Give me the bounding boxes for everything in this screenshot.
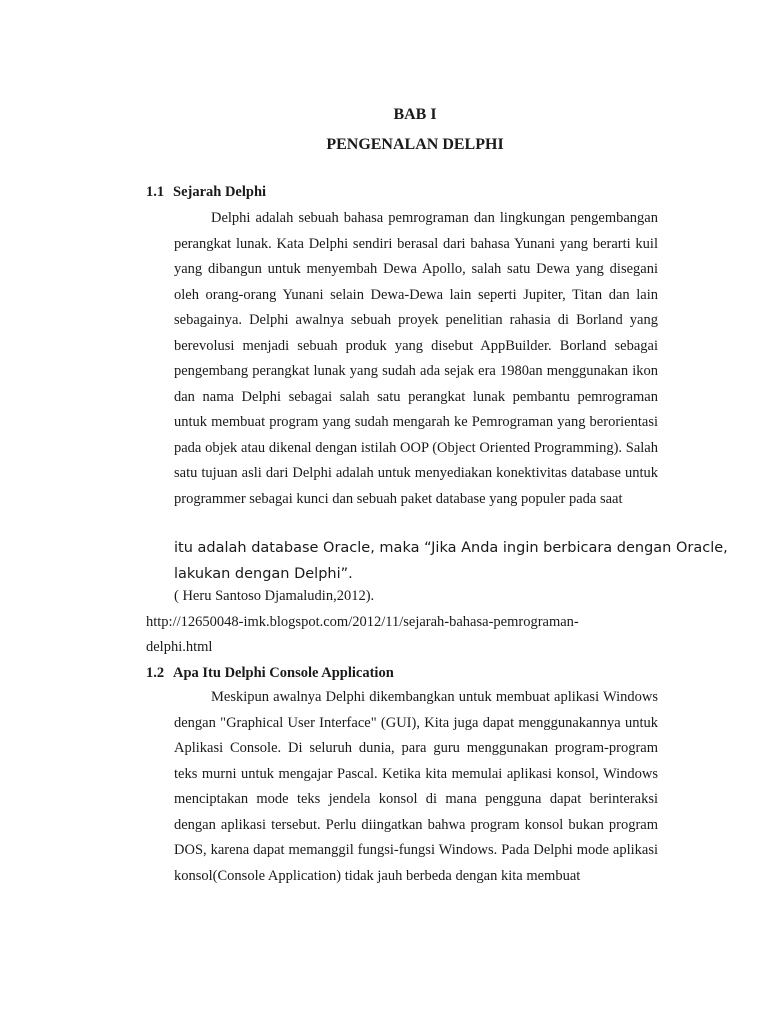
section-1-paragraph: Delphi adalah sebuah bahasa pemrograman dan lingkungan pengembangan perangkat lunak. Kata Delphi sendiri berasal dari bahasa Yunani yang berarti kuil yang dibangun untuk menyembah Dewa Apollo, salah satu Dewa yang disegani oleh orang-orang Yunani selain Dewa-Dewa lain seperti Jupiter, Titan dan lain sebagainya. Delphi awalnya sebuah proyek penelitian rahasia di Borland yang berevolusi menjadi sebuah produk yang disebut AppBuilder. Borland sebagai pengembang perangkat lunak yang sudah ada sejak era 1980an menggunakan ikon dan nama Delphi sebagai salah satu perangkat lunak pembantu pemrograman untuk membuat program yang sudah mengarah ke Pemrograman yang berorientasi pada objek atau dikenal dengan istilah OOP (Object Oriented Programming). Salah satu tujuan asli dari Delphi adalah untuk menyediakan konektivitas database untuk programmer sebagai kunci dan sebuah paket database yang populer pada saat bbox=[174, 210, 658, 507]
section-2-title: Apa Itu Delphi Console Application bbox=[173, 665, 394, 681]
section-1-heading bbox=[146, 184, 266, 201]
section-2-paragraph: Meskipun awalnya Delphi dikembangkan untuk membuat aplikasi Windows dengan "Graphical User Interface" (GUI), Kita juga dapat menggunakannya untuk Aplikasi Console. Di seluruh dunia, para guru menggunakan program-program teks murni untuk mengajar Pascal. Ketika kita memulai aplikasi konsol, Windows menciptakan mode teks jendela konsol di mana pengguna dapat berinteraksi dengan aplikasi tersebut. Perlu diingatkan bahwa program konsol bukan program DOS, karena dapat memanggil fungsi-fungsi Windows. Pada Delphi mode aplikasi konsol(Console Application) tidak jauh berbeda dengan kita membuat bbox=[174, 689, 658, 884]
section-2-heading bbox=[146, 665, 394, 682]
source-url-line-1: http://12650048-imk.blogspot.com/2012/11/sejarah-bahasa-pemrograman- bbox=[146, 614, 579, 630]
chapter-number: BAB I bbox=[393, 106, 437, 123]
section-1-number: 1.1 bbox=[146, 184, 165, 200]
section-1-title: Sejarah Delphi bbox=[173, 184, 267, 200]
chapter-title: PENGENALAN DELPHI bbox=[326, 136, 504, 153]
quote-line-1: itu adalah database Oracle, maka “Jika Anda ingin berbicara dengan Oracle, bbox=[174, 540, 728, 556]
quote-line-2: lakukan dengan Delphi”. bbox=[174, 566, 353, 582]
source-url-line-2: delphi.html bbox=[146, 639, 213, 655]
citation: ( Heru Santoso Djamaludin,2012). bbox=[174, 588, 375, 604]
section-2-number: 1.2 bbox=[146, 665, 165, 681]
